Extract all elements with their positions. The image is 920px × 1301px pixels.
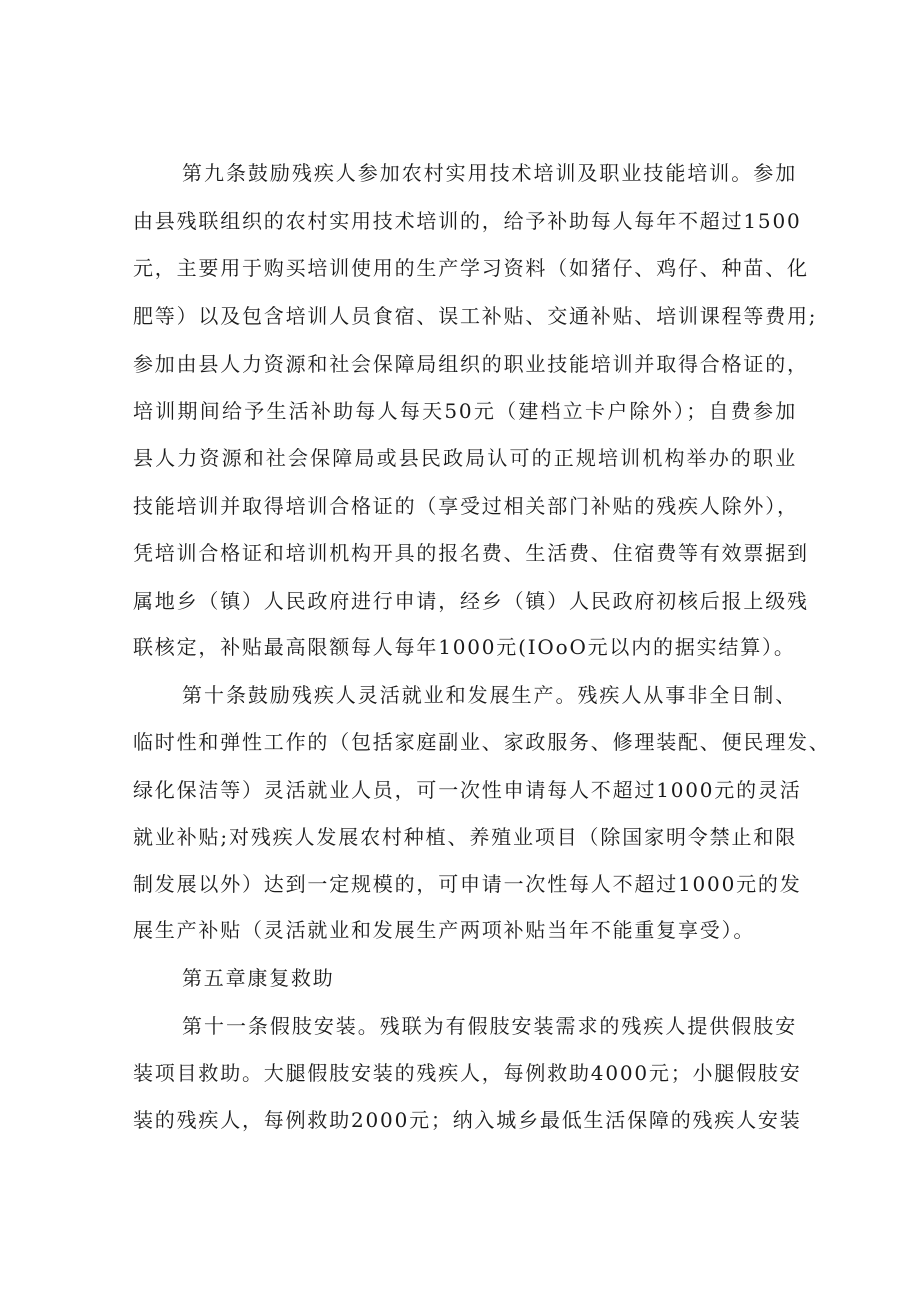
- text-line: 联核定，补贴最高限额每人每年1000元(IOoO元以内的据实结算）。: [133, 635, 796, 659]
- text-line: 技能培训并取得培训合格证的（享受过相关部门补贴的残疾人除外），: [133, 494, 799, 518]
- text-line: 县人力资源和社会保障局或县民政局认可的正规培训机构举办的职业: [133, 446, 797, 470]
- text-line: 装项目救助。大腿假肢安装的残疾人，每例救助4000元；小腿假肢安: [133, 1061, 802, 1085]
- chapter-heading: 第五章康复救助: [182, 966, 335, 990]
- text-line: 属地乡（镇）人民政府进行申请，经乡（镇）人民政府初核后报上级残: [133, 589, 809, 613]
- text-line: 肥等）以及包含培训人员食宿、误工补贴、交通补贴、培训课程等费用;: [133, 304, 818, 328]
- text-line: 临时性和弹性工作的（包括家庭副业、家政服务、修理装配、便民理发、: [133, 730, 831, 754]
- text-line: 制发展以外）达到一定规模的，可申请一次性每人不超过1000元的发: [133, 872, 802, 896]
- text-line: 装的残疾人，每例救助2000元；纳入城乡最低生活保障的残疾人安装: [133, 1108, 802, 1132]
- text-line: 第十一条假肢安装。残联为有假肢安装需求的残疾人提供假肢安: [182, 1014, 797, 1038]
- text-line: 元，主要用于购买培训使用的生产学习资料（如猪仔、鸡仔、种苗、化: [133, 256, 809, 280]
- text-line: 由县残联组织的农村实用技术培训的，给予补助每人每年不超过1500: [133, 209, 802, 233]
- text-line: 凭培训合格证和培训机构开具的报名费、生活费、住宿费等有效票据到: [133, 541, 809, 565]
- text-line: 第九条鼓励残疾人参加农村实用技术培训及职业技能培训。参加: [182, 161, 797, 185]
- text-line: 就业补贴;对残疾人发展农村种植、养殖业项目（除国家明令禁止和限: [133, 825, 797, 849]
- text-line: 绿化保洁等）灵活就业人员，可一次性申请每人不超过1000元的灵活: [133, 778, 802, 802]
- text-line: 第十条鼓励残疾人灵活就业和发展生产。残疾人从事非全日制、: [182, 683, 797, 707]
- text-line: 展生产补贴（灵活就业和发展生产两项补贴当年不能重复享受）。: [133, 918, 756, 942]
- text-line: 培训期间给予生活补助每人每天50元（建档立卡户除外）；自费参加: [133, 399, 797, 423]
- text-line: 参加由县人力资源和社会保障局组织的职业技能培训并取得合格证的，: [133, 352, 809, 376]
